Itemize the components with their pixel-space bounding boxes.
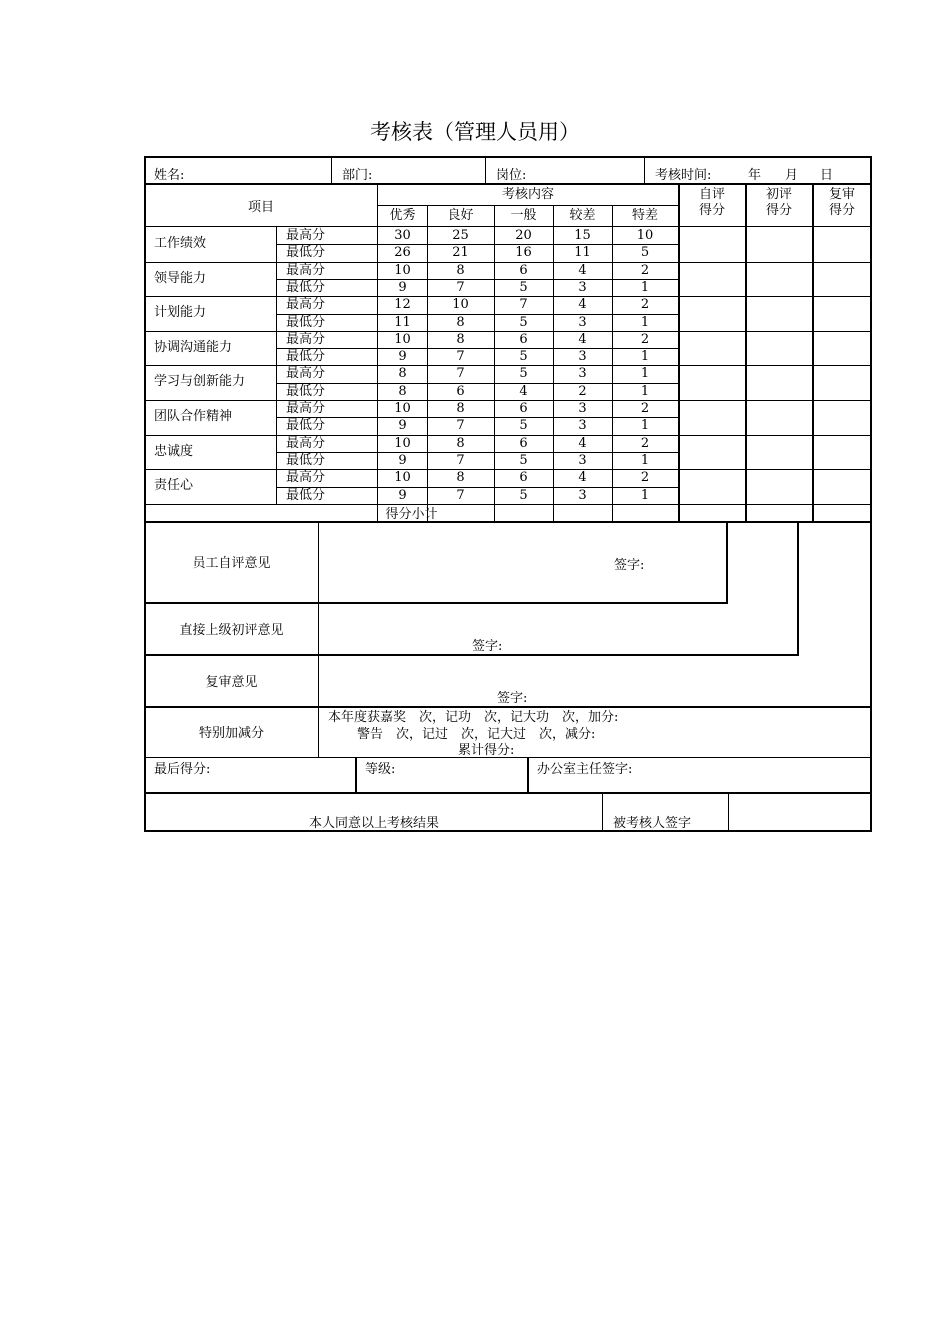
item-name: 学习与创新能力	[154, 374, 246, 390]
max-score-label: 最高分	[286, 470, 326, 486]
max-score-value: 6	[519, 435, 528, 451]
self-opinion-sign: 签字:	[614, 558, 645, 573]
min-score-value: 1	[640, 452, 650, 468]
min-score-value: 9	[398, 487, 407, 503]
min-score-value: 1	[640, 383, 650, 399]
max-score-value: 7	[456, 366, 465, 382]
min-score-value: 1	[640, 349, 650, 365]
min-score-value: 16	[515, 245, 532, 261]
grade-label: 等级:	[365, 762, 396, 777]
max-score-value: 4	[578, 331, 587, 347]
min-score-value: 1	[640, 314, 650, 330]
min-score-value: 1	[640, 418, 650, 434]
max-score-value: 8	[456, 470, 465, 486]
grid-line	[745, 184, 747, 522]
min-score-value: 3	[578, 279, 587, 295]
min-score-value: 3	[578, 418, 587, 434]
self-score-header-2: 得分	[698, 203, 725, 218]
department-label: 部门:	[342, 168, 373, 183]
max-score-value: 10	[394, 470, 411, 486]
grid-line	[276, 226, 277, 504]
max-score-value: 8	[398, 366, 407, 382]
min-score-value: 5	[519, 314, 528, 330]
level-very-poor: 特差	[631, 208, 658, 223]
review-opinion-label: 复审意见	[205, 675, 258, 690]
min-score-value: 1	[640, 487, 650, 503]
max-score-value: 8	[456, 262, 465, 278]
max-score-value: 8	[456, 435, 465, 451]
max-score-value: 10	[394, 401, 411, 416]
item-name: 团队合作精神	[154, 409, 233, 424]
item-name: 计划能力	[154, 305, 207, 321]
max-score-label: 最高分	[286, 297, 326, 313]
max-score-label: 最高分	[286, 435, 326, 451]
min-score-value: 7	[456, 452, 465, 468]
review-opinion-sign: 签字:	[497, 691, 528, 706]
min-score-value: 3	[578, 487, 587, 503]
max-score-value: 6	[519, 401, 528, 416]
min-score-value: 7	[456, 349, 465, 365]
min-score-value: 5	[519, 418, 528, 434]
max-score-value: 10	[636, 228, 654, 243]
min-score-value: 2	[578, 383, 587, 399]
review-score-header-2: 得分	[828, 203, 855, 218]
max-score-value: 7	[519, 297, 528, 313]
max-score-label: 最高分	[286, 262, 326, 278]
min-score-value: 9	[398, 452, 407, 468]
content-header: 考核内容	[501, 187, 554, 202]
max-score-value: 8	[456, 331, 465, 347]
min-score-label: 最低分	[286, 383, 326, 399]
grid-line	[644, 156, 645, 184]
grid-line	[377, 205, 678, 206]
min-score-label: 最低分	[286, 245, 326, 261]
form-title: 考核表（管理人员用）	[370, 120, 580, 144]
max-score-value: 2	[640, 435, 650, 451]
min-score-value: 5	[519, 349, 528, 365]
min-score-value: 3	[578, 349, 587, 365]
max-score-value: 1	[640, 366, 650, 382]
item-name: 领导能力	[154, 270, 207, 286]
min-score-value: 5	[519, 487, 528, 503]
min-score-value: 11	[574, 245, 591, 261]
min-score-value: 7	[456, 487, 465, 503]
max-score-value: 2	[640, 331, 650, 347]
grid-line	[144, 654, 799, 656]
initial-score-header-1: 初评	[765, 187, 792, 202]
level-poor: 较差	[569, 208, 596, 223]
min-score-value: 7	[456, 279, 465, 295]
max-score-label: 最高分	[286, 331, 326, 347]
agreement-text: 本人同意以上考核结果	[308, 816, 439, 831]
bonus-line-3: 累计得分:	[458, 743, 515, 758]
min-score-value: 21	[452, 245, 469, 261]
subtotal-label: 得分小计	[385, 507, 438, 522]
grid-line	[870, 156, 872, 832]
max-score-value: 10	[452, 297, 469, 313]
final-score-label: 最后得分:	[154, 762, 211, 777]
min-score-label: 最低分	[286, 314, 326, 330]
grid-line	[318, 521, 319, 758]
grid-line	[797, 521, 799, 656]
max-score-value: 10	[394, 435, 411, 451]
max-score-value: 5	[519, 366, 528, 382]
min-score-value: 5	[519, 452, 528, 468]
self-score-header-1: 自评	[698, 187, 725, 202]
level-good: 良好	[447, 208, 474, 223]
max-score-value: 4	[578, 435, 587, 451]
grid-line	[331, 156, 332, 184]
max-score-value: 30	[394, 228, 411, 243]
min-score-label: 最低分	[286, 452, 326, 468]
grid-line	[144, 183, 872, 185]
max-score-value: 15	[574, 228, 591, 243]
max-score-label: 最高分	[286, 366, 326, 382]
grid-line	[144, 706, 872, 708]
max-score-value: 3	[578, 366, 587, 382]
min-score-value: 9	[398, 279, 407, 295]
grid-line	[144, 226, 872, 227]
supervisor-opinion-label: 直接上级初评意见	[179, 623, 284, 638]
director-sign-label: 办公室主任签字:	[537, 762, 633, 777]
name-label: 姓名:	[154, 168, 185, 183]
grid-line	[144, 156, 872, 158]
max-score-value: 4	[578, 470, 587, 486]
min-score-value: 8	[398, 383, 407, 399]
month-label: 月	[785, 168, 799, 183]
min-score-label: 最低分	[286, 418, 326, 434]
supervisor-opinion-sign: 签字:	[472, 639, 503, 654]
min-score-label: 最低分	[286, 279, 326, 295]
item-name: 责任心	[154, 478, 194, 494]
max-score-value: 2	[640, 401, 650, 416]
max-score-value: 8	[456, 401, 465, 416]
grid-line	[726, 521, 728, 604]
grid-line	[144, 792, 872, 794]
max-score-value: 3	[578, 401, 587, 416]
employee-self-opinion-label: 员工自评意见	[192, 556, 271, 571]
max-score-label: 最高分	[286, 401, 326, 416]
max-score-value: 12	[394, 297, 411, 313]
min-score-value: 11	[394, 314, 411, 330]
max-score-value: 2	[640, 297, 650, 313]
level-average: 一般	[510, 208, 537, 223]
year-label: 年	[748, 168, 762, 183]
min-score-label: 最低分	[286, 349, 326, 365]
max-score-value: 2	[640, 470, 650, 486]
max-score-label: 最高分	[286, 228, 326, 243]
grid-line	[527, 757, 529, 793]
min-score-label: 最低分	[286, 487, 326, 503]
max-score-value: 25	[452, 228, 469, 243]
item-name: 工作绩效	[154, 236, 207, 251]
appraisee-sign-label: 被考核人签字	[613, 816, 692, 831]
max-score-value: 6	[519, 470, 528, 486]
max-score-value: 10	[394, 331, 411, 347]
min-score-value: 7	[456, 418, 465, 434]
item-header: 项目	[247, 200, 274, 215]
min-score-value: 5	[640, 245, 650, 261]
review-score-header-1: 复审	[828, 187, 855, 202]
max-score-value: 10	[394, 262, 411, 278]
max-score-value: 4	[578, 262, 587, 278]
bonus-line-1: 本年度获嘉奖 次，记功 次，记大功 次，加分:	[328, 710, 619, 725]
review-date-label: 考核时间:	[655, 168, 712, 183]
min-score-value: 9	[398, 349, 407, 365]
initial-score-header-2: 得分	[765, 203, 792, 218]
grid-line	[144, 504, 872, 505]
max-score-value: 2	[640, 262, 650, 278]
min-score-value: 5	[519, 279, 528, 295]
bonus-line-2: 警告 次，记过 次，记大过 次，减分:	[357, 727, 596, 742]
position-label: 岗位:	[496, 168, 527, 183]
max-score-value: 4	[578, 297, 587, 313]
grid-line	[485, 156, 486, 184]
item-name: 忠诚度	[154, 443, 194, 459]
min-score-value: 4	[519, 383, 528, 399]
min-score-value: 26	[394, 245, 411, 261]
level-excellent: 优秀	[389, 208, 416, 223]
min-score-value: 1	[640, 279, 650, 295]
min-score-value: 3	[578, 314, 587, 330]
bonus-label: 特别加减分	[198, 726, 264, 741]
day-label: 日	[820, 168, 834, 183]
grid-line	[355, 757, 357, 793]
max-score-value: 6	[519, 262, 528, 278]
min-score-value: 9	[398, 418, 407, 434]
min-score-value: 8	[456, 314, 465, 330]
min-score-value: 3	[578, 452, 587, 468]
grid-line	[812, 184, 814, 522]
max-score-value: 6	[519, 331, 528, 347]
item-name: 协调沟通能力	[154, 339, 233, 355]
min-score-value: 6	[456, 383, 465, 399]
grid-line	[144, 602, 727, 604]
grid-line	[678, 184, 680, 522]
max-score-value: 20	[515, 228, 532, 243]
grid-line	[728, 793, 729, 832]
